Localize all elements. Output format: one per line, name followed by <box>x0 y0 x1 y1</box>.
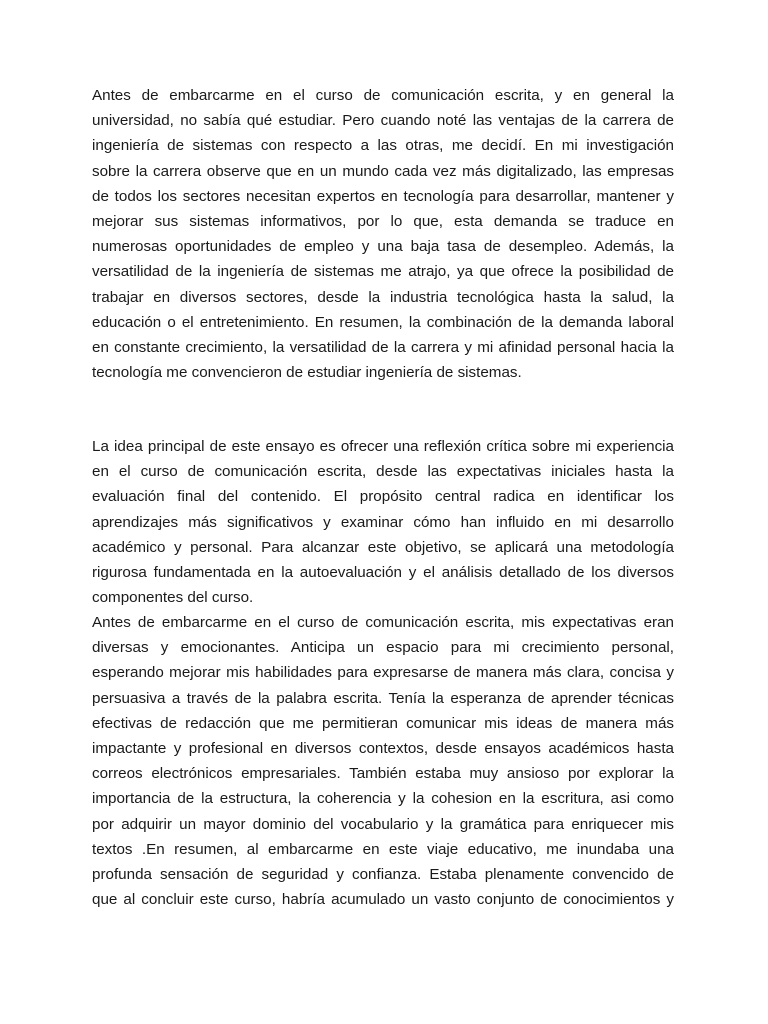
text-line: universidad, no sabía qué estudiar. Pero cuando noté las ventajas de la carrera de <box>92 112 674 130</box>
text-line: correos electrónicos empresariales. También estaba muy ansioso por explorar la <box>92 765 674 783</box>
text-line: textos .En resumen, al embarcarme en este viaje educativo, me inundaba una <box>92 840 674 858</box>
text-line: Antes de embarcarme en el curso de comunicación escrita, y en general la <box>92 87 674 104</box>
text-line: diversas y emocionantes. Anticipa un espacio para mi crecimiento personal, <box>92 639 674 657</box>
text-line: evaluación final del contenido. El propósito central radica en identificar los <box>92 488 674 506</box>
text-line: impactante y profesional en diversos contextos, desde ensayos académicos hasta <box>92 739 674 757</box>
text-line: en el curso de comunicación escrita, desde las expectativas iniciales hasta la <box>92 463 674 481</box>
text-line: persuasiva a través de la palabra escrita. Tenía la esperanza de aprender técnicas <box>92 689 674 707</box>
text-line: numerosas oportunidades de empleo y una baja tasa de desempleo. Además, la <box>92 238 674 256</box>
text-line: de todos los sectores necesitan expertos en tecnología para desarrollar, mantener y <box>92 187 674 205</box>
text-line: sobre la carrera observe que en un mundo cada vez más digitalizado, las empresas <box>92 162 674 180</box>
text-line: componentes del curso. <box>92 589 254 607</box>
paragraph-3 <box>92 610 674 912</box>
text-line: que al concluir este curso, habría acumulado un vasto conjunto de conocimientos y <box>92 891 674 909</box>
text-line: académico y personal. Para alcanzar este objetivo, se aplicará una metodología <box>92 538 674 556</box>
text-line: mejorar sus sistemas informativos, por lo que, esta demanda se traduce en <box>92 212 674 230</box>
text-line: ingeniería de sistemas con respecto a las otras, me decidí. En mi investigación <box>92 137 674 155</box>
paragraph-1 <box>92 83 674 385</box>
paragraph-2 <box>92 434 674 610</box>
text-line: La idea principal de este ensayo es ofrecer una reflexión crítica sobre mi experiencia <box>92 438 674 455</box>
text-line: efectivas de redacción que me permitieran comunicar mis ideas de manera más <box>92 714 674 732</box>
text-line: educación o el entretenimiento. En resumen, la combinación de la demanda laboral <box>92 313 674 331</box>
text-line: importancia de la estructura, la coherencia y la cohesion en la escritura, asi como <box>92 790 674 808</box>
text-line: versatilidad de la ingeniería de sistemas me atrajo, ya que ofrece la posibilidad de <box>92 263 674 281</box>
text-line: tecnología me convencieron de estudiar ingeniería de sistemas. <box>92 364 522 382</box>
text-line: rigurosa fundamentada en la autoevaluación y el análisis detallado de los diversos <box>92 563 674 581</box>
text-line: profunda sensación de seguridad y confianza. Estaba plenamente convencido de <box>92 865 674 883</box>
text-line: por adquirir un mayor dominio del vocabulario y la gramática para enriquecer mis <box>92 815 674 833</box>
text-line: trabajar en diversos sectores, desde la industria tecnológica hasta la salud, la <box>92 288 674 306</box>
text-line: Antes de embarcarme en el curso de comunicación escrita, mis expectativas eran <box>92 614 674 631</box>
text-line: esperando mejorar mis habilidades para expresarse de manera más clara, concisa y <box>92 664 674 682</box>
text-line: aprendizajes más significativos y examinar cómo han influido en mi desarrollo <box>92 513 674 531</box>
text-line: en constante crecimiento, la versatilidad de la carrera y mi afinidad personal hacia la <box>92 338 674 356</box>
